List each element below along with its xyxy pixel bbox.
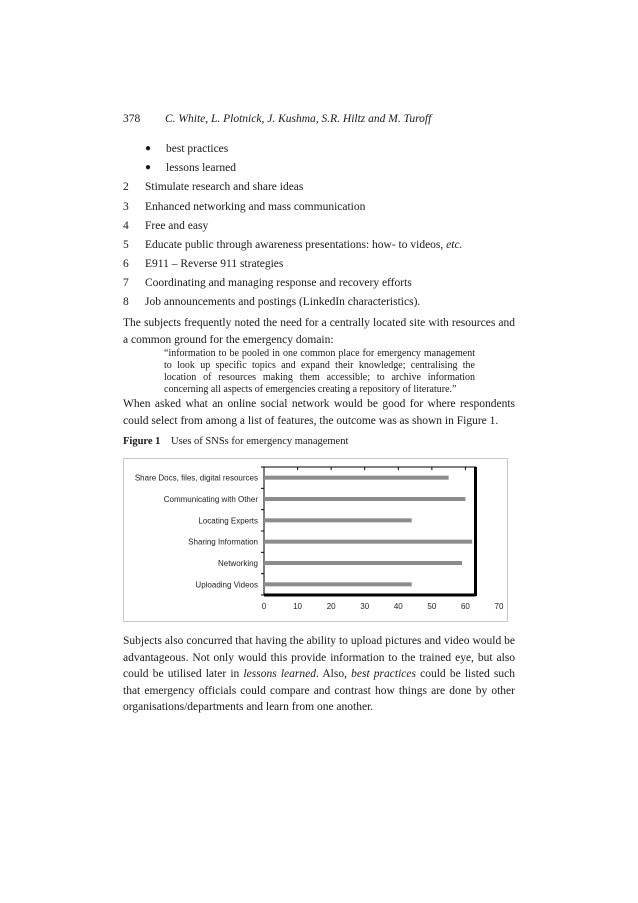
body-text-italic: lessons learned: [243, 668, 316, 680]
body-text: could be listed such that emergency officials could compare and contrast how things are done by other organisations/departments and learn from one another.: [123, 668, 516, 713]
item-number: 4: [123, 220, 129, 232]
x-tick-label: 0: [261, 602, 267, 611]
item-text: Educate public through awareness presentations: how- to videos,: [145, 239, 447, 251]
item-number: 3: [123, 201, 129, 213]
plot-frame: [264, 467, 476, 595]
item-number: 8: [123, 296, 129, 308]
numbered-item: [123, 258, 283, 270]
x-tick-label: 70: [494, 602, 504, 611]
figure-caption: [123, 436, 348, 447]
item-number: 5: [123, 239, 129, 251]
numbered-item: [123, 239, 462, 251]
item-text: Enhanced networking and mass communication: [145, 201, 366, 213]
running-header-authors: C. White, L. Plotnick, J. Kushma, S.R. Hiltz and M. Turoff: [165, 113, 432, 125]
category-label: Sharing Information: [188, 537, 258, 547]
category-label: Networking: [217, 559, 258, 568]
numbered-item: [123, 201, 365, 213]
bar: [264, 518, 412, 522]
item-text: Free and easy: [145, 220, 209, 232]
item-number: 2: [123, 181, 129, 193]
figure-caption-text: Uses of SNSs for emergency management: [171, 436, 349, 447]
item-text-italic: etc.: [446, 239, 463, 251]
x-tick-label: 50: [427, 602, 437, 611]
body-paragraph: [123, 633, 515, 716]
category-label: Locating Experts: [198, 516, 258, 526]
bullet-text: lessons learned: [166, 162, 236, 174]
body-paragraph: When asked what an online social network would be good for where respondents could select from among a list of features, the outcome was as shown in Figure 1.: [123, 398, 515, 427]
numbered-item: [123, 181, 303, 193]
item-number: 6: [123, 258, 129, 270]
bar-chart: [123, 458, 508, 622]
item-text: Stimulate research and share ideas: [145, 181, 304, 193]
x-tick-label: 30: [360, 602, 370, 611]
bar: [264, 476, 449, 480]
running-header: [123, 113, 431, 125]
body-text: Subjects also concurred that having the ability to upload pictures and video would be advantageous. Not only would this provide information to the trained eye, but also could be utilised later in: [123, 635, 515, 680]
category-label: Share Docs, files, digital resources: [134, 473, 258, 483]
numbered-item: [123, 220, 208, 232]
body-paragraph: The subjects frequently noted the need for a centrally located site with resources and a common ground for the emergency domain:: [123, 317, 515, 346]
bar-chart-svg: [124, 459, 509, 623]
page-number: 378: [123, 113, 141, 125]
numbered-item: [123, 277, 412, 289]
body-text: . Also,: [315, 668, 352, 680]
item-text: Job announcements and postings (LinkedIn characteristics).: [145, 296, 421, 308]
bullet-dot-icon: ●: [145, 162, 152, 173]
x-tick-label: 60: [460, 602, 470, 611]
bullet-dot-icon: ●: [145, 143, 152, 154]
category-label: Communicating with Other: [163, 495, 258, 504]
bar: [264, 497, 465, 501]
bar: [264, 540, 472, 544]
bar: [264, 561, 462, 565]
x-tick-label: 40: [393, 602, 403, 611]
figure-label: Figure 1: [123, 436, 161, 447]
numbered-item: [123, 296, 420, 308]
x-tick-label: 10: [293, 602, 303, 611]
x-tick-label: 20: [326, 602, 336, 611]
item-text: E911 – Reverse 911 strategies: [145, 258, 284, 270]
item-text: Coordinating and managing response and recovery efforts: [145, 277, 412, 289]
bullet-text: best practices: [166, 143, 229, 155]
item-number: 7: [123, 277, 129, 289]
category-label: Uploading Videos: [195, 580, 258, 590]
block-quote: “information to be pooled in one common place for emergency management to look up specific topics and expand their knowledge; centralising the location of resources making them accessible; to archive information concerning all aspects of emergencies creating a repository of literature.”: [164, 348, 475, 395]
bar: [264, 582, 412, 586]
body-text-italic: best practices: [351, 668, 416, 680]
